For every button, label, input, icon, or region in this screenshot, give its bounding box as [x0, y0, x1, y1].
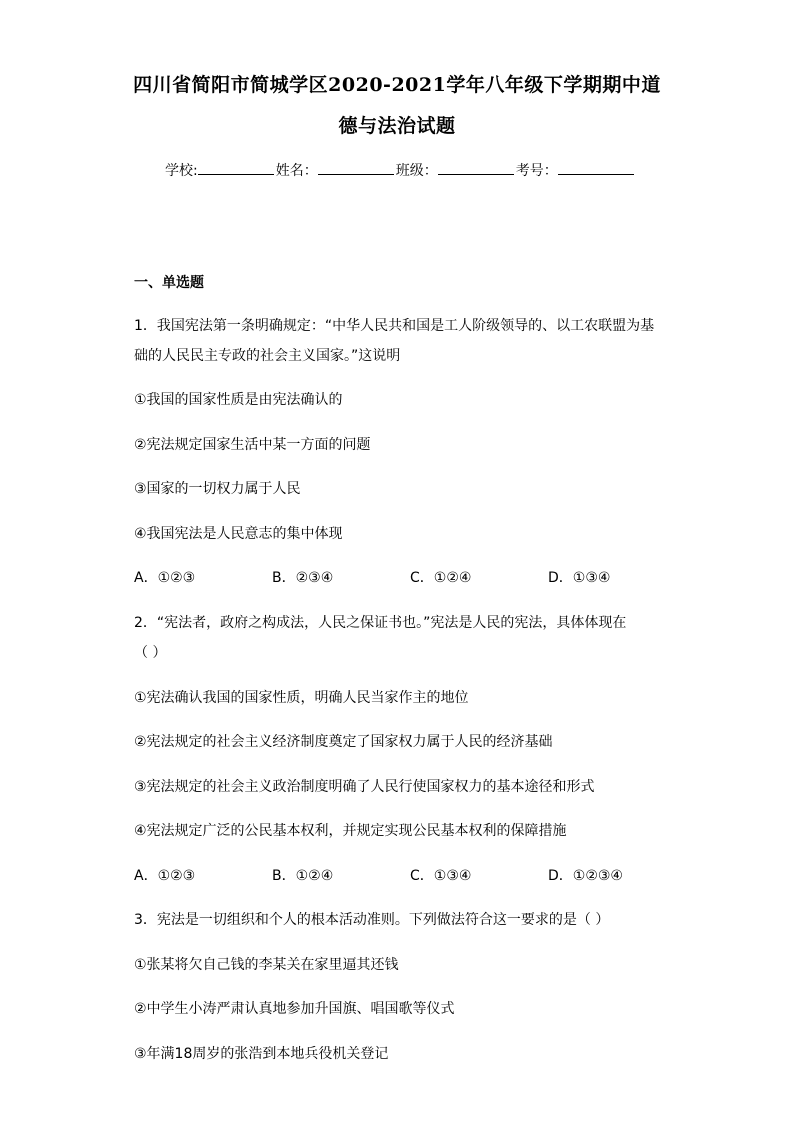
q1-option-a[interactable]: A．①②③: [134, 570, 196, 586]
name-blank[interactable]: [318, 161, 394, 175]
q1-stem-line2: 础的人民民主专政的社会主义国家。”这说明: [134, 348, 401, 364]
q1-statement-4: ④我国宪法是人民意志的集中体现: [134, 526, 343, 542]
school-label: 学校:: [165, 163, 198, 179]
class-label: 班级：: [395, 163, 438, 179]
q2-statement-2: ②宪法规定的社会主义经济制度奠定了国家权力属于人民的经济基础: [134, 734, 553, 750]
name-label: 姓名：: [275, 163, 318, 179]
q2-option-d[interactable]: D．①②③④: [548, 868, 623, 884]
school-blank[interactable]: [198, 161, 274, 175]
q2-option-b[interactable]: B．①②④: [272, 868, 334, 884]
q2-option-a[interactable]: A．①②③: [134, 868, 196, 884]
q1-stem-line1: 1．我国宪法第一条明确规定：“中华人民共和国是工人阶级领导的、以工农联盟为基: [134, 318, 655, 334]
exam-title-line1: 四川省简阳市简城学区2020-2021学年八年级下学期期中道: [133, 74, 661, 96]
q3-statement-3: ③年满18周岁的张浩到本地兵役机关登记: [134, 1046, 389, 1062]
q2-stem-line2: （ ）: [134, 645, 167, 661]
q2-stem-line1: 2．“宪法者，政府之构成法，人民之保证书也。”宪法是人民的宪法，具体体现在: [134, 615, 627, 631]
exam-title-line2: 德与法治试题: [338, 115, 456, 137]
q1-statement-2: ②宪法规定国家生活中某一方面的问题: [134, 437, 371, 453]
q1-option-c[interactable]: C．①②④: [410, 570, 472, 586]
exam-number-label: 考号：: [515, 163, 558, 179]
q2-option-c[interactable]: C．①③④: [410, 868, 472, 884]
q3-statement-2: ②中学生小涛严肃认真地参加升国旗、唱国歌等仪式: [134, 1001, 455, 1017]
class-blank[interactable]: [438, 161, 514, 175]
q3-stem-line1: 3．宪法是一切组织和个人的根本活动准则。下列做法符合这一要求的是（ ）: [134, 912, 610, 928]
q1-statement-1: ①我国的国家性质是由宪法确认的: [134, 392, 343, 408]
q2-statement-1: ①宪法确认我国的国家性质，明确人民当家作主的地位: [134, 690, 469, 706]
section-heading: 一、单选题: [134, 275, 204, 291]
q2-statement-3: ③宪法规定的社会主义政治制度明确了人民行使国家权力的基本途径和形式: [134, 779, 595, 795]
exam-number-blank[interactable]: [558, 161, 634, 175]
q1-option-d[interactable]: D．①③④: [548, 570, 611, 586]
q3-statement-1: ①张某将欠自己钱的李某关在家里逼其还钱: [134, 957, 399, 973]
q2-statement-4: ④宪法规定广泛的公民基本权利，并规定实现公民基本权利的保障措施: [134, 823, 567, 839]
q1-statement-3: ③国家的一切权力属于人民: [134, 481, 301, 497]
student-info-row: [165, 160, 636, 180]
q1-option-b[interactable]: B．②③④: [272, 570, 334, 586]
